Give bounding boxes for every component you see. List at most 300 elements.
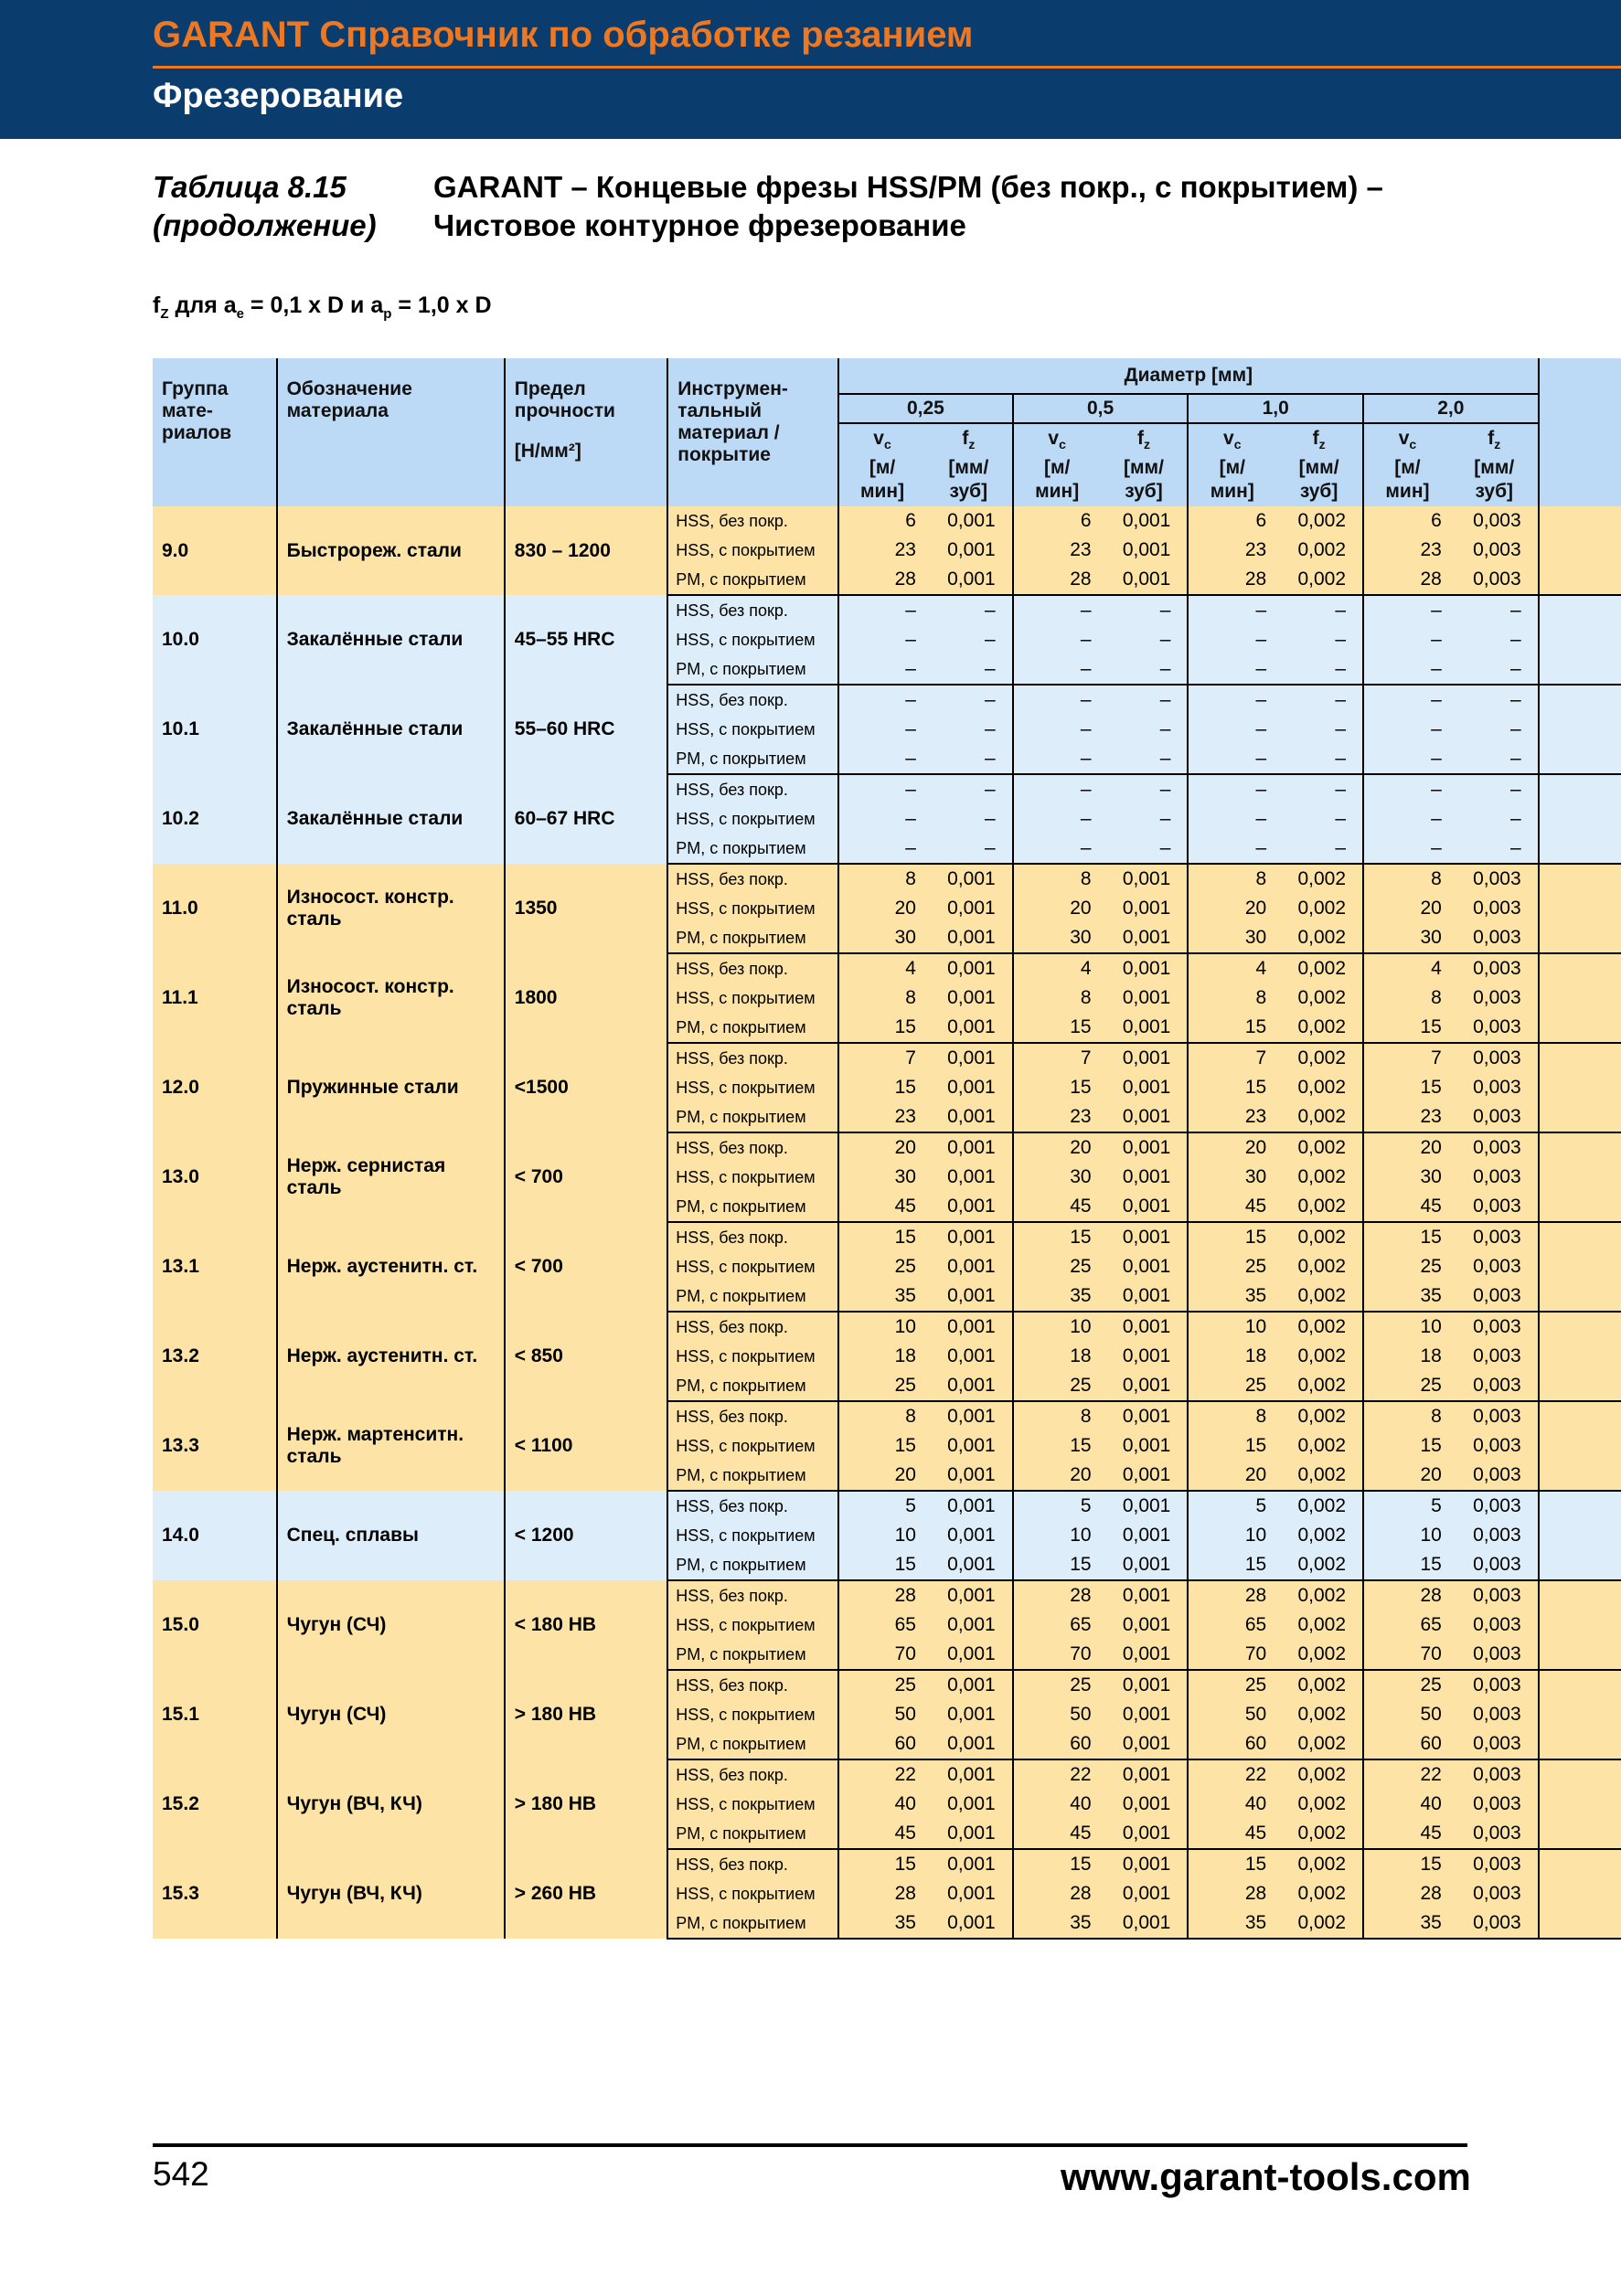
- brand-title: GARANT Справочник по обработке резанием: [153, 15, 974, 55]
- vc-cell: 25: [838, 1252, 925, 1281]
- tool-material-cell: PM, с покрытием: [667, 1102, 838, 1132]
- pad-cell: [1539, 1700, 1621, 1729]
- vc-cell: 7: [1013, 1043, 1101, 1073]
- pad-cell: [1539, 506, 1621, 536]
- vc-cell: 15: [1188, 1431, 1275, 1461]
- page-header: [0, 0, 1621, 139]
- fz-cell: 0,001: [925, 565, 1013, 595]
- vc-cell: 8: [1013, 864, 1101, 894]
- vc-cell: 22: [1013, 1759, 1101, 1790]
- vc-cell: 28: [838, 1580, 925, 1610]
- fz-cell: 0,001: [1101, 1580, 1189, 1610]
- pad-cell: [1539, 654, 1621, 685]
- fz-subscript: z: [1318, 437, 1326, 452]
- tool-material-cell: HSS, с покрытием: [667, 804, 838, 834]
- vc-cell: 45: [1013, 1192, 1101, 1222]
- fz-cell: 0,003: [1451, 1670, 1539, 1700]
- vc-cell: –: [1363, 834, 1451, 864]
- fz-cell: 0,001: [1101, 1610, 1189, 1640]
- fz-cell: 0,001: [925, 1013, 1013, 1043]
- fz-cell: 0,003: [1451, 864, 1539, 894]
- tool-material-cell: HSS, без покр.: [667, 1222, 838, 1252]
- strength-cell: < 700: [505, 1222, 668, 1312]
- fz-cell: 0,002: [1275, 1729, 1363, 1759]
- fz-cell: 0,001: [1101, 1729, 1189, 1759]
- fz-cell: 0,001: [925, 1222, 1013, 1252]
- vc-subscript: c: [1233, 437, 1242, 452]
- vc-cell: 10: [1013, 1312, 1101, 1342]
- fz-cell: –: [1101, 744, 1189, 774]
- header-diameter-value: 0,5: [1013, 394, 1189, 423]
- vc-symbol: v: [1223, 427, 1234, 449]
- fz-cell: 0,002: [1275, 536, 1363, 565]
- fz-cell: 0,001: [925, 1401, 1013, 1431]
- vc-cell: 23: [1013, 536, 1101, 565]
- fz-cell: 0,001: [925, 1461, 1013, 1491]
- tool-material-cell: HSS, без покр.: [667, 1759, 838, 1790]
- pad-cell: [1539, 1908, 1621, 1939]
- vc-cell: 35: [1363, 1908, 1451, 1939]
- feed-condition-note: [153, 292, 492, 322]
- pad-cell: [1539, 1491, 1621, 1521]
- vc-cell: 15: [838, 1222, 925, 1252]
- pad-cell: [1539, 1670, 1621, 1700]
- fz-cell: –: [1451, 834, 1539, 864]
- fz-cell: 0,002: [1275, 1043, 1363, 1073]
- fz-cell: 0,001: [925, 1610, 1013, 1640]
- tool-material-cell: HSS, без покр.: [667, 506, 838, 536]
- fz-cell: –: [1275, 804, 1363, 834]
- fz-cell: 0,003: [1451, 1491, 1539, 1521]
- vc-cell: 30: [1013, 1163, 1101, 1192]
- fz-cell: –: [925, 595, 1013, 625]
- fz-cell: –: [925, 654, 1013, 685]
- vc-cell: –: [838, 834, 925, 864]
- material-cell: Спец. сплавы: [277, 1491, 505, 1580]
- vc-cell: 20: [1188, 1132, 1275, 1163]
- fz-cell: –: [1275, 834, 1363, 864]
- tool-material-cell: HSS, без покр.: [667, 1670, 838, 1700]
- fz-cell: 0,002: [1275, 1281, 1363, 1312]
- fz-cell: 0,002: [1275, 923, 1363, 953]
- fz-cell: –: [1275, 625, 1363, 654]
- vc-unit: [м/ мин]: [1385, 457, 1430, 503]
- tool-material-cell: HSS, с покрытием: [667, 1073, 838, 1102]
- fz-cell: 0,002: [1275, 1550, 1363, 1580]
- fz-cell: –: [1101, 685, 1189, 715]
- vc-cell: 28: [1013, 565, 1101, 595]
- fz-cell: –: [1451, 654, 1539, 685]
- pad-cell: [1539, 1342, 1621, 1371]
- tool-material-cell: PM, с покрытием: [667, 654, 838, 685]
- pad-cell: [1539, 1252, 1621, 1281]
- fz-cell: 0,001: [925, 1102, 1013, 1132]
- header-designation: Обозначение материала: [277, 358, 505, 506]
- fz-cell: –: [1275, 595, 1363, 625]
- fz-cell: 0,003: [1451, 1461, 1539, 1491]
- vc-unit: [м/ мин]: [859, 457, 905, 503]
- vc-cell: 10: [838, 1521, 925, 1550]
- fz-cell: 0,002: [1275, 1132, 1363, 1163]
- fz-cell: 0,001: [1101, 1222, 1189, 1252]
- pad-cell: [1539, 1222, 1621, 1252]
- vc-cell: –: [1013, 595, 1101, 625]
- tool-material-cell: HSS, без покр.: [667, 774, 838, 804]
- vc-cell: 10: [1188, 1521, 1275, 1550]
- group-cell: 13.2: [153, 1312, 277, 1401]
- fz-cell: 0,001: [1101, 1192, 1189, 1222]
- table-body: [153, 506, 1621, 1939]
- pad-cell: [1539, 595, 1621, 625]
- fz-unit: [мм/ зуб]: [1298, 457, 1339, 503]
- material-cell: Износост. констр. сталь: [277, 864, 505, 953]
- fz-cell: 0,003: [1451, 1879, 1539, 1908]
- vc-cell: 23: [1013, 1102, 1101, 1132]
- pad-cell: [1539, 715, 1621, 744]
- fz-cell: 0,001: [925, 506, 1013, 536]
- tool-material-cell: PM, с покрытием: [667, 923, 838, 953]
- vc-cell: 50: [1013, 1700, 1101, 1729]
- fz-cell: –: [1451, 685, 1539, 715]
- fz-cell: 0,001: [925, 923, 1013, 953]
- vc-cell: –: [838, 654, 925, 685]
- fz-cell: –: [925, 774, 1013, 804]
- vc-cell: 20: [1013, 1461, 1101, 1491]
- group-cell: 10.0: [153, 595, 277, 685]
- vc-cell: 15: [838, 1431, 925, 1461]
- vc-cell: 15: [838, 1849, 925, 1879]
- tool-material-cell: HSS, без покр.: [667, 685, 838, 715]
- vc-cell: –: [1013, 834, 1101, 864]
- vc-cell: 25: [1013, 1670, 1101, 1700]
- vc-cell: 70: [838, 1640, 925, 1670]
- vc-cell: 8: [838, 983, 925, 1013]
- material-cell: Чугун (ВЧ, КЧ): [277, 1849, 505, 1939]
- tool-material-cell: HSS, без покр.: [667, 1491, 838, 1521]
- group-cell: 15.0: [153, 1580, 277, 1670]
- fz-cell: 0,001: [925, 1580, 1013, 1610]
- fz-cell: 0,001: [1101, 1908, 1189, 1939]
- table-row: [153, 1401, 1621, 1431]
- fz-cell: 0,002: [1275, 1371, 1363, 1401]
- fz-cell: 0,001: [1101, 1790, 1189, 1819]
- vc-cell: 65: [1188, 1610, 1275, 1640]
- vc-cell: 7: [838, 1043, 925, 1073]
- fz-cell: 0,003: [1451, 1013, 1539, 1043]
- tool-material-cell: PM, с покрытием: [667, 744, 838, 774]
- vc-cell: –: [1188, 595, 1275, 625]
- fz-cell: 0,001: [925, 1371, 1013, 1401]
- vc-cell: 25: [838, 1371, 925, 1401]
- tool-material-cell: HSS, без покр.: [667, 1312, 838, 1342]
- strength-cell: 1350: [505, 864, 668, 953]
- table-row: [153, 1670, 1621, 1700]
- pad-cell: [1539, 1640, 1621, 1670]
- fz-cell: 0,003: [1451, 923, 1539, 953]
- tool-material-cell: HSS, с покрытием: [667, 1879, 838, 1908]
- tool-material-cell: PM, с покрытием: [667, 1819, 838, 1849]
- fz-cell: –: [1275, 744, 1363, 774]
- material-cell: Чугун (СЧ): [277, 1580, 505, 1670]
- fz-cell: 0,001: [925, 536, 1013, 565]
- vc-cell: 25: [1363, 1252, 1451, 1281]
- vc-cell: 6: [1363, 506, 1451, 536]
- fz-cell: 0,001: [1101, 536, 1189, 565]
- vc-cell: 35: [1188, 1908, 1275, 1939]
- fz-cell: –: [1101, 715, 1189, 744]
- fz-unit: [мм/ зуб]: [1474, 457, 1515, 503]
- fz-cell: 0,003: [1451, 1759, 1539, 1790]
- vc-cell: 15: [838, 1013, 925, 1043]
- pad-cell: [1539, 1132, 1621, 1163]
- vc-cell: 30: [838, 923, 925, 953]
- fz-cell: 0,001: [1101, 1073, 1189, 1102]
- fz-cell: –: [1451, 774, 1539, 804]
- fz-cell: –: [1275, 654, 1363, 685]
- tool-material-cell: PM, с покрытием: [667, 1729, 838, 1759]
- vc-cell: –: [838, 744, 925, 774]
- pad-cell: [1539, 685, 1621, 715]
- tool-material-cell: HSS, с покрытием: [667, 1163, 838, 1192]
- fz-cell: 0,002: [1275, 1640, 1363, 1670]
- vc-cell: 40: [1363, 1790, 1451, 1819]
- vc-cell: –: [1013, 654, 1101, 685]
- vc-cell: 8: [1013, 1401, 1101, 1431]
- fz-cell: 0,003: [1451, 1342, 1539, 1371]
- fz-cell: –: [1451, 625, 1539, 654]
- strength-cell: 45–55 HRC: [505, 595, 668, 685]
- vc-cell: 35: [1363, 1281, 1451, 1312]
- group-cell: 15.1: [153, 1670, 277, 1759]
- fz-cell: –: [1451, 804, 1539, 834]
- fz-subscript: z: [1494, 437, 1501, 452]
- fz-cell: 0,002: [1275, 1759, 1363, 1790]
- pad-cell: [1539, 804, 1621, 834]
- fz-cell: 0,002: [1275, 1431, 1363, 1461]
- fz-cell: 0,002: [1275, 894, 1363, 923]
- material-cell: Закалённые стали: [277, 685, 505, 774]
- fz-cell: 0,001: [925, 864, 1013, 894]
- fz-symbol: f: [1136, 427, 1144, 449]
- vc-cell: 15: [1013, 1431, 1101, 1461]
- vc-cell: 8: [1363, 864, 1451, 894]
- fz-cell: 0,002: [1275, 565, 1363, 595]
- vc-cell: 4: [1013, 953, 1101, 983]
- vc-cell: 8: [1188, 983, 1275, 1013]
- table-row: [153, 864, 1621, 894]
- fz-cell: –: [1451, 715, 1539, 744]
- fz-cell: 0,001: [1101, 1491, 1189, 1521]
- strength-cell: < 850: [505, 1312, 668, 1401]
- fz-cell: –: [1101, 595, 1189, 625]
- pad-cell: [1539, 1163, 1621, 1192]
- vc-cell: 45: [838, 1192, 925, 1222]
- fz-cell: 0,003: [1451, 1192, 1539, 1222]
- group-cell: 11.0: [153, 864, 277, 953]
- vc-cell: 25: [1188, 1252, 1275, 1281]
- header-vc: [1188, 423, 1275, 506]
- vc-cell: 25: [838, 1670, 925, 1700]
- vc-cell: 30: [1363, 1163, 1451, 1192]
- fz-cell: 0,001: [1101, 1461, 1189, 1491]
- header-fz: [1451, 423, 1539, 506]
- pad-cell: [1539, 1401, 1621, 1431]
- material-cell: Износост. констр. сталь: [277, 953, 505, 1043]
- vc-cell: 20: [838, 894, 925, 923]
- table-title-line1: GARANT – Концевые фрезы HSS/PM (без покр., с покрытием) –: [433, 170, 1383, 204]
- fz-cell: 0,002: [1275, 1849, 1363, 1879]
- fz-cell: 0,003: [1451, 894, 1539, 923]
- fz-cell: 0,003: [1451, 1521, 1539, 1550]
- fz-cell: 0,001: [1101, 1431, 1189, 1461]
- fz-cell: 0,002: [1275, 983, 1363, 1013]
- vc-subscript: c: [1059, 437, 1066, 452]
- fz-symbol: f: [962, 427, 969, 449]
- tool-material-cell: HSS, с покрытием: [667, 1610, 838, 1640]
- vc-cell: 30: [1013, 923, 1101, 953]
- vc-cell: 15: [838, 1550, 925, 1580]
- fz-cell: 0,002: [1275, 1610, 1363, 1640]
- strength-cell: 1800: [505, 953, 668, 1043]
- pad-cell: [1539, 1073, 1621, 1102]
- fz-cell: 0,001: [925, 1908, 1013, 1939]
- header-vc: [838, 423, 925, 506]
- fz-cell: 0,001: [925, 1640, 1013, 1670]
- tool-material-cell: HSS, с покрытием: [667, 1252, 838, 1281]
- vc-cell: –: [1363, 595, 1451, 625]
- vc-cell: 28: [1013, 1879, 1101, 1908]
- vc-cell: 30: [1188, 1163, 1275, 1192]
- table-row: [153, 1849, 1621, 1879]
- fz-cell: 0,003: [1451, 1281, 1539, 1312]
- strength-cell: > 260 HB: [505, 1849, 668, 1939]
- vc-cell: 10: [1363, 1521, 1451, 1550]
- table-row: [153, 506, 1621, 536]
- fz-cell: 0,001: [925, 953, 1013, 983]
- fz-cell: 0,001: [1101, 1252, 1189, 1281]
- fz-cell: 0,001: [1101, 1312, 1189, 1342]
- fz-cell: 0,002: [1275, 864, 1363, 894]
- strength-cell: > 180 HB: [505, 1759, 668, 1849]
- fz-cell: 0,001: [925, 1790, 1013, 1819]
- fz-cell: 0,001: [1101, 923, 1189, 953]
- fz-cell: 0,003: [1451, 1610, 1539, 1640]
- vc-cell: 8: [838, 1401, 925, 1431]
- vc-cell: 20: [1363, 894, 1451, 923]
- vc-cell: –: [1013, 774, 1101, 804]
- vc-cell: 5: [1013, 1491, 1101, 1521]
- material-cell: Чугун (ВЧ, КЧ): [277, 1759, 505, 1849]
- vc-cell: 28: [838, 1879, 925, 1908]
- vc-cell: 70: [1188, 1640, 1275, 1670]
- note-text-3: = 1,0 x D: [391, 292, 492, 318]
- material-cell: Закалённые стали: [277, 595, 505, 685]
- vc-symbol: v: [873, 427, 884, 449]
- fz-cell: –: [925, 834, 1013, 864]
- vc-cell: 10: [1363, 1312, 1451, 1342]
- fz-cell: 0,001: [1101, 1759, 1189, 1790]
- fz-cell: 0,001: [925, 1550, 1013, 1580]
- vc-cell: 8: [838, 864, 925, 894]
- fz-cell: 0,001: [925, 1849, 1013, 1879]
- vc-cell: 15: [1363, 1550, 1451, 1580]
- pad-cell: [1539, 1610, 1621, 1640]
- fz-cell: –: [925, 625, 1013, 654]
- tool-material-cell: HSS, без покр.: [667, 1580, 838, 1610]
- fz-cell: 0,003: [1451, 1073, 1539, 1102]
- strength-cell: < 1200: [505, 1491, 668, 1580]
- vc-cell: 22: [1363, 1759, 1451, 1790]
- vc-cell: –: [1188, 685, 1275, 715]
- fz-cell: 0,002: [1275, 506, 1363, 536]
- table-row: [153, 1580, 1621, 1610]
- vc-cell: –: [1363, 654, 1451, 685]
- fz-cell: 0,001: [925, 1312, 1013, 1342]
- vc-cell: 28: [1188, 1879, 1275, 1908]
- tool-material-cell: PM, с покрытием: [667, 1371, 838, 1401]
- header-fz: [1275, 423, 1363, 506]
- group-cell: 11.1: [153, 953, 277, 1043]
- vc-cell: 5: [1188, 1491, 1275, 1521]
- fz-cell: 0,001: [1101, 1013, 1189, 1043]
- fz-cell: –: [1101, 834, 1189, 864]
- vc-cell: 25: [1188, 1371, 1275, 1401]
- fz-cell: 0,003: [1451, 565, 1539, 595]
- vc-cell: –: [1363, 744, 1451, 774]
- strength-cell: < 1100: [505, 1401, 668, 1491]
- vc-subscript: c: [883, 437, 891, 452]
- tool-material-cell: PM, с покрытием: [667, 1192, 838, 1222]
- fz-cell: 0,003: [1451, 953, 1539, 983]
- vc-cell: –: [1188, 804, 1275, 834]
- fz-cell: 0,003: [1451, 1102, 1539, 1132]
- vc-cell: 28: [1013, 1580, 1101, 1610]
- vc-cell: 35: [838, 1908, 925, 1939]
- vc-cell: 23: [838, 536, 925, 565]
- vc-subscript: c: [1409, 437, 1417, 452]
- pad-cell: [1539, 1281, 1621, 1312]
- fz-cell: –: [925, 715, 1013, 744]
- vc-cell: 35: [1013, 1908, 1101, 1939]
- fz-cell: 0,002: [1275, 1252, 1363, 1281]
- fz-cell: 0,001: [1101, 1550, 1189, 1580]
- fz-cell: 0,003: [1451, 1222, 1539, 1252]
- table-row: [153, 685, 1621, 715]
- fz-cell: 0,002: [1275, 1879, 1363, 1908]
- fz-cell: 0,003: [1451, 1640, 1539, 1670]
- vc-cell: –: [1363, 685, 1451, 715]
- vc-cell: 50: [1188, 1700, 1275, 1729]
- strength-cell: 830 – 1200: [505, 506, 668, 595]
- vc-cell: –: [1013, 744, 1101, 774]
- tool-material-cell: PM, с покрытием: [667, 1281, 838, 1312]
- header-diameter-value: 1,0: [1188, 394, 1363, 423]
- pad-cell: [1539, 1729, 1621, 1759]
- pad-cell: [1539, 565, 1621, 595]
- vc-cell: 15: [1188, 1550, 1275, 1580]
- vc-cell: 18: [838, 1342, 925, 1371]
- vc-cell: 15: [1363, 1073, 1451, 1102]
- vc-cell: 65: [1363, 1610, 1451, 1640]
- vc-cell: 25: [1013, 1252, 1101, 1281]
- fz-cell: 0,001: [925, 1281, 1013, 1312]
- fz-cell: 0,001: [1101, 1819, 1189, 1849]
- vc-cell: –: [1188, 744, 1275, 774]
- header-rule: [153, 66, 1621, 69]
- vc-unit: [м/ мин]: [1210, 457, 1254, 503]
- fz-cell: 0,002: [1275, 1163, 1363, 1192]
- strength-cell: 60–67 HRC: [505, 774, 668, 864]
